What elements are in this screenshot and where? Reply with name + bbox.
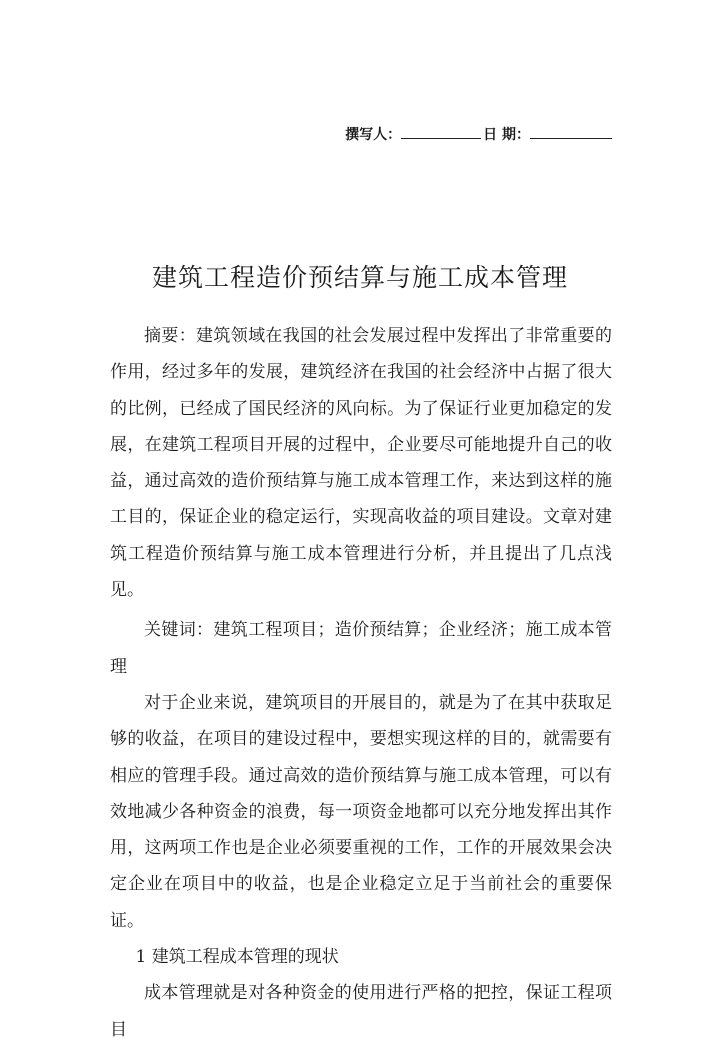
keywords-line: 关键词：建筑工程项目；造价预结算；企业经济；施工成本管理 (110, 620, 612, 677)
author-label: 撰写人： (345, 127, 402, 143)
body-paragraph-2: 成本管理就是对各种资金的使用进行严格的把控，保证工程项目 (110, 983, 612, 1040)
body-paragraph-1: 对于企业来说，建筑项目的开展目的，就是为了在其中获取足够的收益，在项目的建设过程中，要想实现这样的目的，就需要有相应的管理手段。通过高效的造价预结算与施工成本管理，可以有效地减少各种资金的浪费，每一项资金地都可以充分地发挥出其作用，这两项工作也是企业必须要重视的工作，工作的开展效果会决定企业在项目中的收益，也是企业稳定立足于当前社会的重要保证。 (110, 692, 612, 931)
document-title: 建筑工程造价预结算与施工成本管理 (151, 263, 568, 292)
section-heading-1: 1 建筑工程成本管理的现状 (135, 947, 339, 968)
abstract-paragraph: 摘要：建筑领域在我国的社会发展过程中发挥出了非常重要的作用，经过多年的发展，建筑经济在我国的社会经济中占据了很大的比例，已经成了国民经济的风向标。为了保证行业更加稳定的发展，在建筑工程项目开展的过程中，企业要尽可能地提升自己的收益，通过高效的造价预结算与施工成本管理工作，来达到这样的施工目的，保证企业的稳定运行，实现高收益的项目建设。文章对建筑工程造价预结算与施工成本管理进行分析，并且提出了几点浅见。 (110, 326, 612, 601)
author-blank (401, 126, 481, 139)
date-label: 日 期： (483, 127, 530, 143)
date-blank (530, 126, 612, 139)
author-date-line (345, 124, 612, 144)
document-body (110, 318, 612, 1048)
